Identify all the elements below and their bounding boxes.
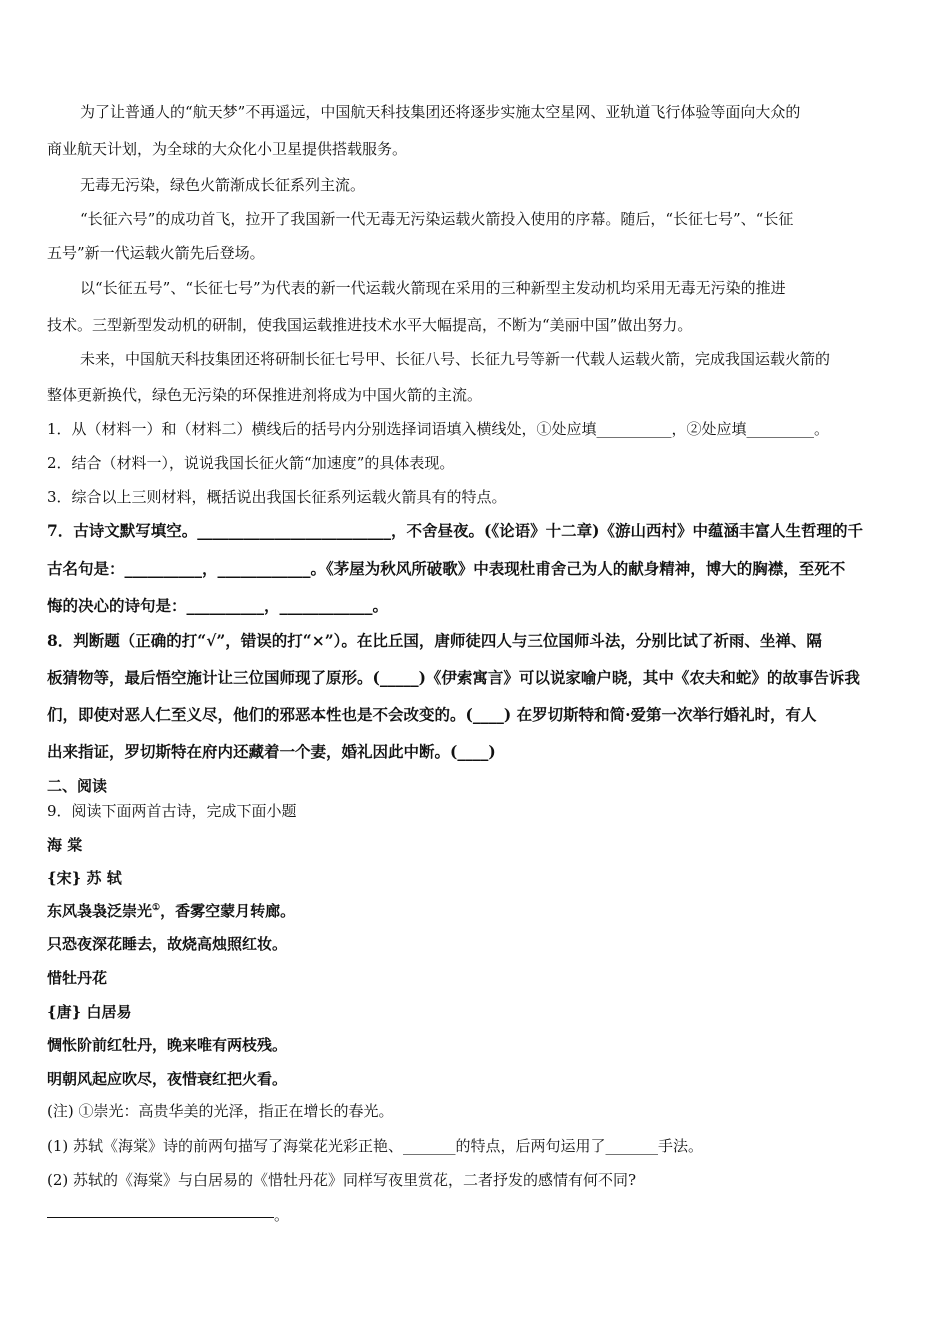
question-9-1: (1) 苏轼《海棠》诗的前两句描写了海棠花光彩正艳、_______的特点，后两句运用了_______手法。 — [47, 1137, 704, 1155]
poem-1-line-2: 只恐夜深花睡去，故烧高烛照红妆。 — [47, 935, 288, 953]
poem-2-line-2: 明朝风起应吹尽，夜惜衰红把火看。 — [47, 1070, 288, 1088]
question-9-2: (2) 苏轼的《海棠》与白居易的《惜牡丹花》同样写夜里赏花，二者抒发的感情有何不同? — [47, 1171, 637, 1189]
material-paragraph-4-line-2: 技术。三型新型发动机的研制，使我国运载推进技术水平大幅提高，不断为“美丽中国”做出努力。 — [47, 316, 693, 334]
poem-1-title: 海 棠 — [47, 836, 83, 854]
question-8-line-2: 板猜物等，最后悟空施计让三位国师现了原形。(_____)《伊索寓言》可以说家喻户晓，其中《农夫和蛇》的故事告诉我 — [47, 668, 860, 687]
sub-question-3: 3．综合以上三则材料，概括说出我国长征系列运载火箭具有的特点。 — [47, 488, 507, 506]
material-paragraph-3-line-2: 五号”新一代运载火箭先后登场。 — [47, 244, 265, 262]
poem-2-author: {唐} 白居易 — [47, 1003, 132, 1021]
sub-question-1: 1．从（材料一）和（材料二）横线后的括号内分别选择词语填入横线处，①处应填__________，②处应填_________。 — [47, 420, 830, 438]
material-paragraph-3-line-1: “长征六号”的成功首飞，拉开了我国新一代无毒无污染运载火箭投入使用的序幕。随后，“长征七号”、“长征 — [80, 210, 794, 228]
material-paragraph-1-line-2: 商业航天计划，为全球的大众化小卫星提供搭载服务。 — [47, 140, 408, 158]
section-heading-reading: 二、阅读 — [47, 777, 108, 795]
question-7-line-3: 悔的决心的诗句是：__________，____________。 — [47, 596, 389, 615]
answer-end-mark: 。 — [274, 1206, 290, 1224]
footnote-marker: ① — [152, 903, 161, 913]
question-7-line-2: 古名句是：__________，____________。《茅屋为秋风所破歌》中表现杜甫舍己为人的献身精神，博大的胸襟，至死不 — [47, 559, 846, 578]
question-9-prompt: 9．阅读下面两首古诗，完成下面小题 — [47, 802, 297, 820]
sub-question-2: 2．结合（材料一），说说我国长征火箭“加速度”的具体表现。 — [47, 454, 455, 472]
question-7-line-1: 7．古诗文默写填空。_________________________，不舍昼夜。(《论语》十二章)《游山西村》中蕴涵丰富人生哲理的千 — [47, 521, 863, 540]
question-8-line-1: 8．判断题（正确的打“√”，错误的打“×”）。在比丘国，唐师徒四人与三位国师斗法，分别比试了祈雨、坐禅、隔 — [47, 631, 822, 650]
material-paragraph-5-line-1: 未来，中国航天科技集团还将研制长征七号甲、长征八号、长征九号等新一代载人运载火箭，完成我国运载火箭的 — [80, 350, 831, 368]
poem-1-line-1 — [47, 902, 295, 920]
answer-blank-line — [47, 1217, 274, 1218]
question-8-line-4: 出来指证，罗切斯特在府内还藏着一个妻，婚礼因此中断。(____) — [47, 742, 496, 761]
material-paragraph-4-line-1: 以“长征五号”、“长征七号”为代表的新一代运载火箭现在采用的三种新型主发动机均采用无毒无污染的推进 — [80, 279, 786, 297]
poem-1-line-1-b: ，香雾空蒙月转廊。 — [160, 902, 296, 920]
poem-1-author: {宋} 苏 轼 — [47, 869, 122, 887]
question-8-line-3: 们，即使对恶人仁至义尽，他们的邪恶本性也是不会改变的。(____) 在罗切斯特和简·爱第一次举行婚礼时，有人 — [47, 705, 817, 724]
poem-1-line-1-a: 东风袅袅泛崇光 — [47, 902, 153, 920]
material-paragraph-1-line-1: 为了让普通人的“航天梦”不再遥远，中国航天科技集团还将逐步实施太空星网、亚轨道飞行体验等面向大众的 — [80, 103, 801, 121]
material-paragraph-2: 无毒无污染，绿色火箭渐成长征系列主流。 — [80, 176, 366, 194]
annotation-note: (注) ①崇光：高贵华美的光泽，指正在增长的春光。 — [47, 1102, 394, 1120]
material-paragraph-5-line-2: 整体更新换代，绿色无污染的环保推进剂将成为中国火箭的主流。 — [47, 386, 483, 404]
poem-2-line-1: 惆怅阶前红牡丹，晚来唯有两枝残。 — [47, 1036, 288, 1054]
poem-2-title: 惜牡丹花 — [47, 969, 108, 987]
